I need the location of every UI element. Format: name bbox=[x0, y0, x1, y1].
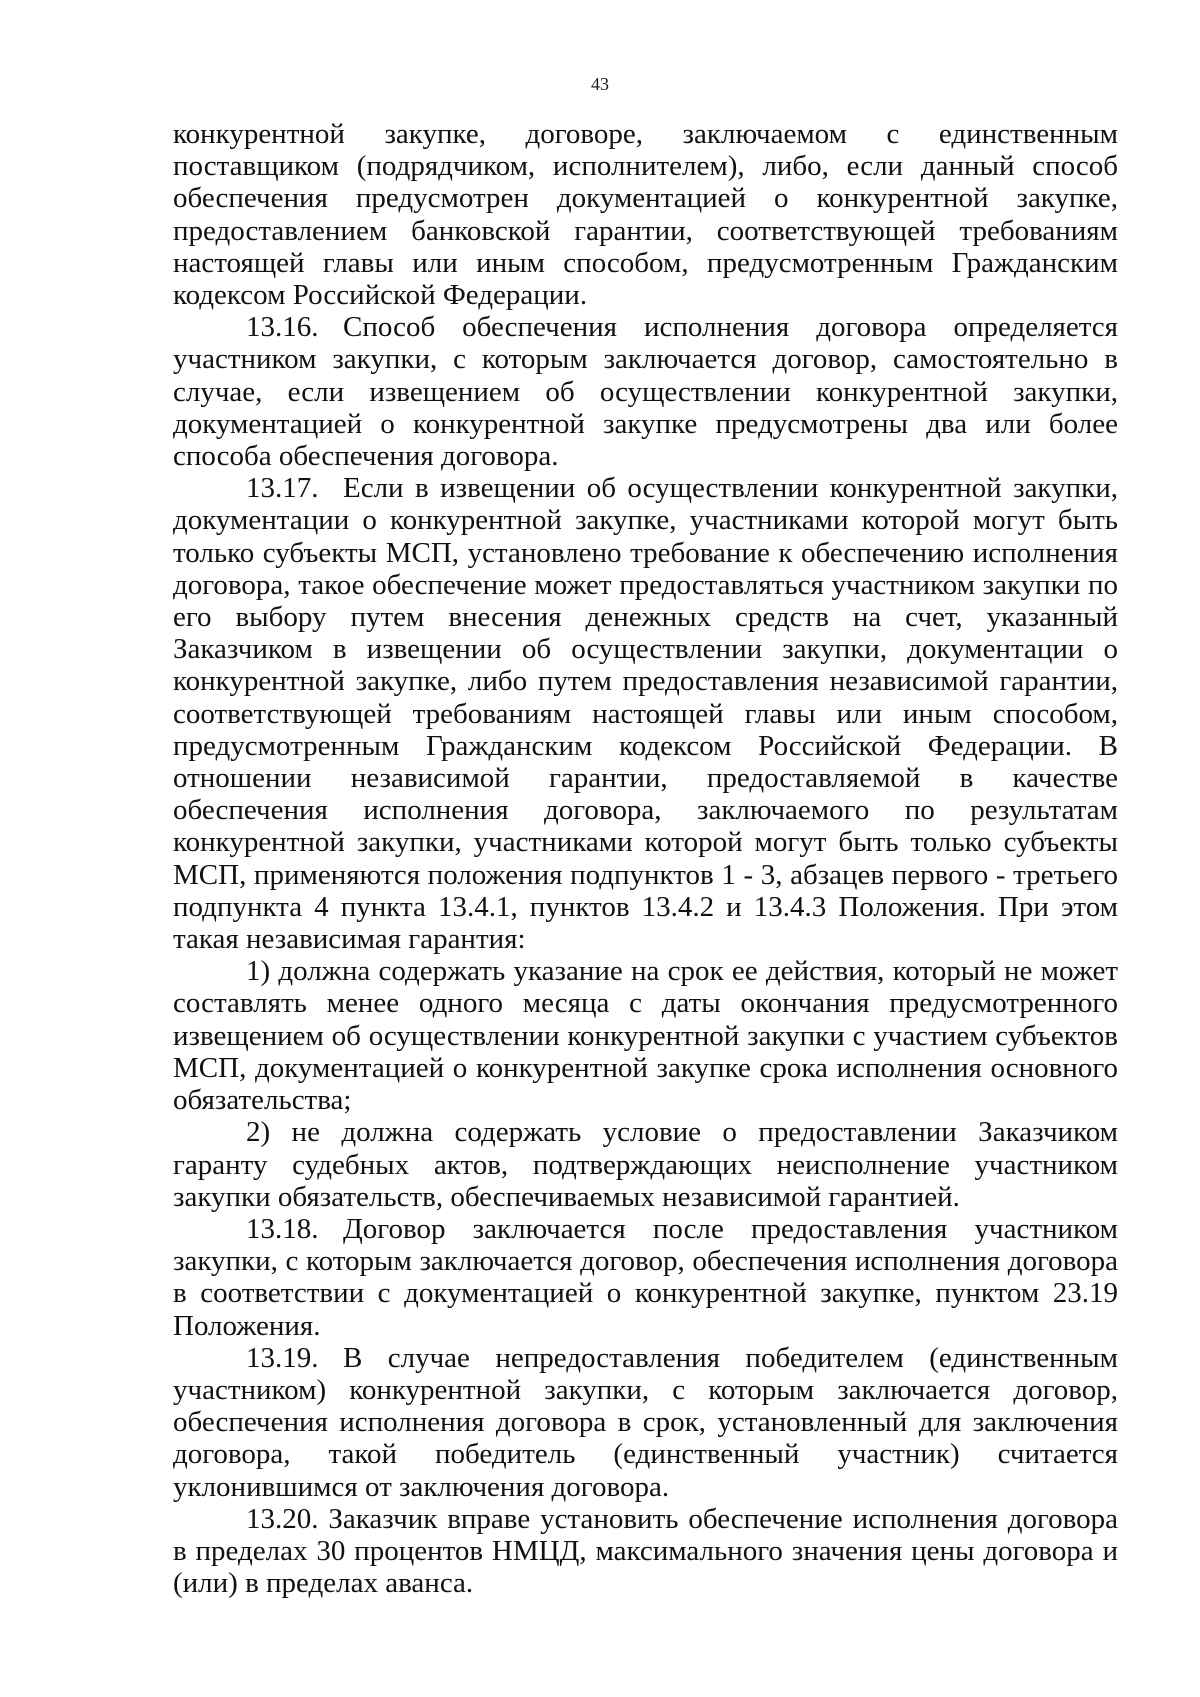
paragraph-subitem-1 bbox=[173, 955, 1118, 1116]
page-number: 43 bbox=[591, 74, 609, 94]
paragraph-text: Способ обеспечения исполнения договора определяется участником закупки, с которым заключается договор, самостоятельно в случае, если извещением об осуществлении конкурентной закупки, документацией о конкурентной закупке предусмотрены два или более способа обеспечения договора. bbox=[173, 311, 1118, 473]
clause-number: 13.18. bbox=[246, 1212, 319, 1245]
paragraph-text: В случае непредоставления победителем (единственным участником) конкурентной закупки, с которым заключается договор, обеспечения исполнения договора в срок, установленный для заключения договора, такой победитель (единственный участник) считается уклонившимся от заключения договора. bbox=[173, 1341, 1118, 1503]
paragraph-text: конкурентной закупке, договоре, заключаемом с единственным поставщиком (подрядчиком, исполнителем), либо, если данный способ обеспечения предусмотрен документацией о конкурентной закупке, предоставлением банковской гарантии, соответствующей требованиям настоящей главы или иным способом, предусмотренным Гражданским кодексом Российской Федерации. bbox=[173, 118, 1118, 312]
paragraph-13-16 bbox=[173, 311, 1118, 472]
paragraph-13-18 bbox=[173, 1213, 1118, 1342]
paragraph-13-17 bbox=[173, 472, 1118, 955]
paragraph-text: 2) не должна содержать условие о предоставлении Заказчиком гаранту судебных актов, подтверждающих неисполнение участником закупки обязательств, обеспечиваемых независимой гарантией. bbox=[173, 1116, 1118, 1213]
clause-number: 13.19. bbox=[246, 1341, 319, 1374]
document-body bbox=[173, 118, 1118, 1599]
paragraph-text: Если в извещении об осуществлении конкурентной закупки, документации о конкурентной закупке, участниками которой могут быть только субъекты МСП, установлено требование к обеспечению исполнения договора, такое обеспечение может предоставляться участником закупки по его выбору путем внесения денежных средств на счет, указанный Заказчиком в извещении об осуществлении закупки, документации о конкурентной закупке, либо путем предоставления независимой гарантии, соответствующей требованиям настоящей главы или иным способом, предусмотренным Гражданским кодексом Российской Федерации. В отношении независимой гарантии, предоставляемой в качестве обеспечения исполнения договора, заключаемого по результатам конкурентной закупки, участниками которой могут быть только субъекты МСП, применяются положения подпунктов 1 - 3, абзацев первого - третьего подпункта 4 пункта 13.4.1, пунктов 13.4.2 и 13.4.3 Положения. При этом такая независимая гарантия: bbox=[173, 472, 1118, 956]
paragraph-text: 13.20. Заказчик вправе установить обеспечение исполнения договора в пределах 30 процентов НМЦД, максимального значения цены договора и (или) в пределах аванса. bbox=[173, 1502, 1118, 1600]
clause-number: 13.16. bbox=[246, 311, 319, 344]
paragraph-text: 1) должна содержать указание на срок ее действия, который не может составлять менее одного месяца с даты окончания предусмотренного извещением об осуществлении конкурентной закупки с участием субъектов МСП, документацией о конкурентной закупке срока исполнения основного обязательства; bbox=[173, 955, 1118, 1117]
paragraph-continuation bbox=[173, 118, 1118, 311]
paragraph-subitem-2 bbox=[173, 1116, 1118, 1213]
clause-number: 13.17. bbox=[246, 472, 319, 505]
paragraph-13-20 bbox=[173, 1503, 1118, 1600]
paragraph-13-19 bbox=[173, 1342, 1118, 1503]
paragraph-text: Договор заключается после предоставления участником закупки, с которым заключается договор, обеспечения исполнения договора в соответствии с документацией о конкурентной закупке, пунктом 23.19 Положения. bbox=[173, 1212, 1118, 1342]
